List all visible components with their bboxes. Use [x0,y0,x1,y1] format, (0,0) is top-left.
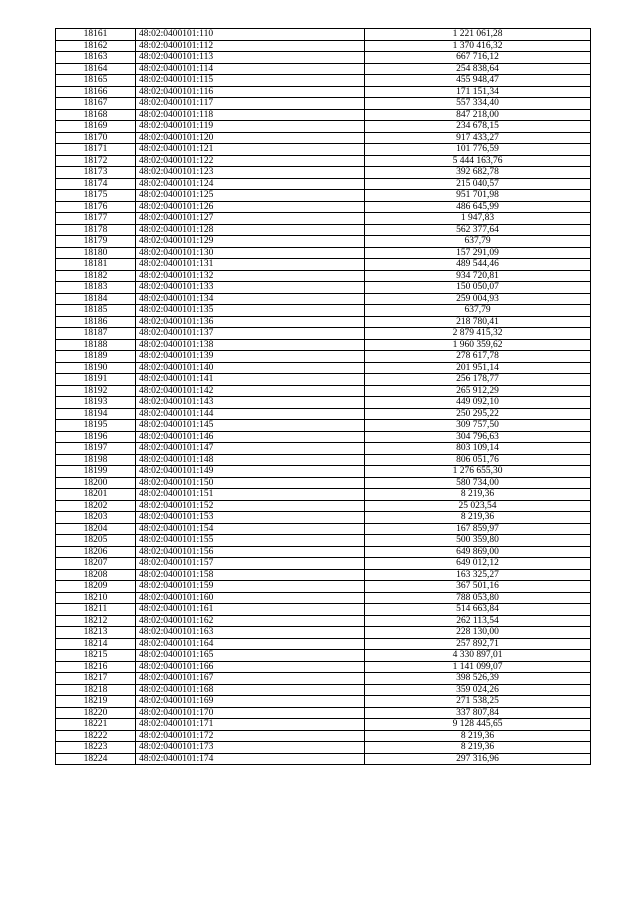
cadastral-value-cell: 637,79 [365,236,591,248]
cadastral-number-cell: 48:02:0400101:124 [136,178,365,190]
cadastral-number-cell: 48:02:0400101:149 [136,466,365,478]
cadastral-number-cell: 48:02:0400101:166 [136,661,365,673]
cadastral-value-cell: 500 359,80 [365,535,591,547]
cadastral-value-cell: 486 645,99 [365,201,591,213]
row-number-cell: 18209 [56,581,136,593]
cadastral-value-cell: 5 444 163,76 [365,155,591,167]
row-number-cell: 18174 [56,178,136,190]
table-row [56,431,591,443]
cadastral-number-cell: 48:02:0400101:129 [136,236,365,248]
table-row [56,592,591,604]
table-row [56,638,591,650]
table-row [56,684,591,696]
table-row [56,316,591,328]
row-number-cell: 18208 [56,569,136,581]
table-row [56,604,591,616]
cadastral-value-cell: 163 325,27 [365,569,591,581]
table-row [56,696,591,708]
table-row [56,213,591,225]
row-number-cell: 18199 [56,466,136,478]
row-number-cell: 18170 [56,132,136,144]
table-row [56,719,591,731]
table-row [56,270,591,282]
table-row [56,546,591,558]
row-number-cell: 18172 [56,155,136,167]
cadastral-number-cell: 48:02:0400101:174 [136,753,365,765]
row-number-cell: 18176 [56,201,136,213]
cadastral-number-cell: 48:02:0400101:161 [136,604,365,616]
row-number-cell: 18216 [56,661,136,673]
row-number-cell: 18186 [56,316,136,328]
row-number-cell: 18213 [56,627,136,639]
cadastral-value-cell: 788 053,80 [365,592,591,604]
row-number-cell: 18223 [56,742,136,754]
row-number-cell: 18222 [56,730,136,742]
cadastral-value-cell: 262 113,54 [365,615,591,627]
cadastral-number-cell: 48:02:0400101:157 [136,558,365,570]
cadastral-number-cell: 48:02:0400101:130 [136,247,365,259]
row-number-cell: 18211 [56,604,136,616]
table-row [56,52,591,64]
cadastral-value-cell: 171 151,34 [365,86,591,98]
table-row [56,673,591,685]
table-row [56,650,591,662]
cadastral-value-cell: 637,79 [365,305,591,317]
cadastral-value-cell: 1 370 416,32 [365,40,591,52]
cadastral-value-cell: 392 682,78 [365,167,591,179]
cadastral-value-cell: 449 092,10 [365,397,591,409]
table-row [56,293,591,305]
cadastral-number-cell: 48:02:0400101:165 [136,650,365,662]
table-row [56,86,591,98]
row-number-cell: 18179 [56,236,136,248]
table-row [56,339,591,351]
cadastral-value-cell: 398 526,39 [365,673,591,685]
cadastral-number-cell: 48:02:0400101:162 [136,615,365,627]
table-row [56,155,591,167]
table-row [56,500,591,512]
row-number-cell: 18192 [56,385,136,397]
table-row [56,374,591,386]
table-row [56,63,591,75]
cadastral-number-cell: 48:02:0400101:154 [136,523,365,535]
cadastral-value-cell: 167 859,97 [365,523,591,535]
cadastral-number-cell: 48:02:0400101:113 [136,52,365,64]
cadastral-value-cell: 667 716,12 [365,52,591,64]
table-row [56,121,591,133]
table-row [56,305,591,317]
cadastral-value-cell: 1 947,83 [365,213,591,225]
cadastral-value-cell: 259 004,93 [365,293,591,305]
cadastral-number-cell: 48:02:0400101:170 [136,707,365,719]
cadastral-value-cell: 201 951,14 [365,362,591,374]
table-row [56,397,591,409]
table-row [56,40,591,52]
row-number-cell: 18224 [56,753,136,765]
table-row [56,109,591,121]
row-number-cell: 18202 [56,500,136,512]
table-row [56,742,591,754]
cadastral-value-cell: 101 776,59 [365,144,591,156]
cadastral-value-cell: 257 892,71 [365,638,591,650]
cadastral-value-cell: 557 334,40 [365,98,591,110]
cadastral-value-cell: 8 219,36 [365,512,591,524]
cadastral-value-cell: 234 678,15 [365,121,591,133]
cadastral-number-cell: 48:02:0400101:145 [136,420,365,432]
cadastral-number-cell: 48:02:0400101:142 [136,385,365,397]
cadastral-value-cell: 4 330 897,01 [365,650,591,662]
table-row [56,408,591,420]
row-number-cell: 18200 [56,477,136,489]
cadastral-value-cell: 806 051,76 [365,454,591,466]
table-row [56,558,591,570]
row-number-cell: 18219 [56,696,136,708]
cadastral-number-cell: 48:02:0400101:158 [136,569,365,581]
cadastral-number-cell: 48:02:0400101:155 [136,535,365,547]
cadastral-number-cell: 48:02:0400101:123 [136,167,365,179]
cadastral-number-cell: 48:02:0400101:112 [136,40,365,52]
cadastral-number-cell: 48:02:0400101:125 [136,190,365,202]
cadastral-number-cell: 48:02:0400101:173 [136,742,365,754]
table-row [56,753,591,765]
cadastral-value-cell: 278 617,78 [365,351,591,363]
table-row [56,454,591,466]
cadastral-number-cell: 48:02:0400101:141 [136,374,365,386]
cadastral-number-cell: 48:02:0400101:114 [136,63,365,75]
row-number-cell: 18185 [56,305,136,317]
row-number-cell: 18215 [56,650,136,662]
cadastral-value-cell: 455 948,47 [365,75,591,87]
cadastral-value-cell: 337 807,84 [365,707,591,719]
row-number-cell: 18204 [56,523,136,535]
table-row [56,190,591,202]
cadastral-number-cell: 48:02:0400101:160 [136,592,365,604]
cadastral-number-cell: 48:02:0400101:163 [136,627,365,639]
table-row [56,489,591,501]
cadastral-number-cell: 48:02:0400101:133 [136,282,365,294]
cadastral-value-cell: 951 701,98 [365,190,591,202]
cadastral-value-cell: 297 316,96 [365,753,591,765]
row-number-cell: 18177 [56,213,136,225]
cadastral-value-cell: 2 879 415,32 [365,328,591,340]
table-row [56,466,591,478]
cadastral-number-cell: 48:02:0400101:143 [136,397,365,409]
cadastral-number-cell: 48:02:0400101:147 [136,443,365,455]
cadastral-value-cell: 489 544,46 [365,259,591,271]
row-number-cell: 18181 [56,259,136,271]
cadastral-number-cell: 48:02:0400101:137 [136,328,365,340]
cadastral-value-cell: 271 538,25 [365,696,591,708]
cadastral-number-cell: 48:02:0400101:135 [136,305,365,317]
cadastral-value-cell: 917 433,27 [365,132,591,144]
table-row [56,144,591,156]
cadastral-value-cell: 8 219,36 [365,489,591,501]
row-number-cell: 18178 [56,224,136,236]
cadastral-number-cell: 48:02:0400101:126 [136,201,365,213]
cadastral-value-cell: 1 221 061,28 [365,29,591,41]
cadastral-value-cell: 359 024,26 [365,684,591,696]
table-row [56,477,591,489]
table-row [56,178,591,190]
row-number-cell: 18168 [56,109,136,121]
cadastral-value-cell: 1 276 655,30 [365,466,591,478]
table-row [56,29,591,41]
table-row [56,247,591,259]
table-row [56,351,591,363]
table-body [56,29,591,765]
cadastral-value-cell: 649 012,12 [365,558,591,570]
row-number-cell: 18166 [56,86,136,98]
cadastral-number-cell: 48:02:0400101:168 [136,684,365,696]
table-row [56,661,591,673]
row-number-cell: 18191 [56,374,136,386]
row-number-cell: 18183 [56,282,136,294]
cadastral-number-cell: 48:02:0400101:139 [136,351,365,363]
cadastral-value-cell: 9 128 445,65 [365,719,591,731]
cadastral-value-cell: 649 869,00 [365,546,591,558]
row-number-cell: 18169 [56,121,136,133]
table-row [56,627,591,639]
cadastral-number-cell: 48:02:0400101:134 [136,293,365,305]
cadastral-value-cell: 228 130,00 [365,627,591,639]
row-number-cell: 18180 [56,247,136,259]
cadastral-number-cell: 48:02:0400101:171 [136,719,365,731]
cadastral-number-cell: 48:02:0400101:116 [136,86,365,98]
cadastral-value-cell: 150 050,07 [365,282,591,294]
cadastral-value-cell: 1 141 099,07 [365,661,591,673]
cadastral-number-cell: 48:02:0400101:118 [136,109,365,121]
row-number-cell: 18182 [56,270,136,282]
row-number-cell: 18198 [56,454,136,466]
cadastral-value-cell: 304 796,63 [365,431,591,443]
table-row [56,236,591,248]
table-row [56,523,591,535]
row-number-cell: 18165 [56,75,136,87]
table-row [56,328,591,340]
row-number-cell: 18184 [56,293,136,305]
row-number-cell: 18167 [56,98,136,110]
cadastral-number-cell: 48:02:0400101:172 [136,730,365,742]
cadastral-number-cell: 48:02:0400101:138 [136,339,365,351]
cadastral-number-cell: 48:02:0400101:128 [136,224,365,236]
cadastral-value-table [55,28,591,765]
table-row [56,443,591,455]
table-row [56,132,591,144]
cadastral-value-cell: 309 757,50 [365,420,591,432]
cadastral-value-cell: 218 780,41 [365,316,591,328]
cadastral-number-cell: 48:02:0400101:159 [136,581,365,593]
cadastral-value-cell: 8 219,36 [365,742,591,754]
cadastral-value-cell: 250 295,22 [365,408,591,420]
cadastral-number-cell: 48:02:0400101:169 [136,696,365,708]
row-number-cell: 18212 [56,615,136,627]
cadastral-number-cell: 48:02:0400101:117 [136,98,365,110]
cadastral-number-cell: 48:02:0400101:115 [136,75,365,87]
row-number-cell: 18164 [56,63,136,75]
table-row [56,385,591,397]
table-row [56,98,591,110]
cadastral-value-cell: 514 663,84 [365,604,591,616]
row-number-cell: 18203 [56,512,136,524]
cadastral-value-cell: 367 501,16 [365,581,591,593]
row-number-cell: 18189 [56,351,136,363]
cadastral-value-cell: 847 218,00 [365,109,591,121]
cadastral-value-cell: 8 219,36 [365,730,591,742]
table-row [56,707,591,719]
cadastral-number-cell: 48:02:0400101:131 [136,259,365,271]
cadastral-value-cell: 25 023,54 [365,500,591,512]
cadastral-number-cell: 48:02:0400101:144 [136,408,365,420]
table-row [56,535,591,547]
cadastral-value-cell: 265 912,29 [365,385,591,397]
row-number-cell: 18175 [56,190,136,202]
table-row [56,201,591,213]
cadastral-number-cell: 48:02:0400101:152 [136,500,365,512]
row-number-cell: 18195 [56,420,136,432]
table-row [56,569,591,581]
cadastral-number-cell: 48:02:0400101:121 [136,144,365,156]
cadastral-number-cell: 48:02:0400101:122 [136,155,365,167]
table-row [56,167,591,179]
row-number-cell: 18197 [56,443,136,455]
row-number-cell: 18207 [56,558,136,570]
table-row [56,581,591,593]
cadastral-number-cell: 48:02:0400101:127 [136,213,365,225]
row-number-cell: 18194 [56,408,136,420]
cadastral-number-cell: 48:02:0400101:148 [136,454,365,466]
row-number-cell: 18161 [56,29,136,41]
cadastral-value-cell: 803 109,14 [365,443,591,455]
cadastral-value-cell: 254 838,64 [365,63,591,75]
cadastral-number-cell: 48:02:0400101:150 [136,477,365,489]
row-number-cell: 18171 [56,144,136,156]
cadastral-number-cell: 48:02:0400101:156 [136,546,365,558]
row-number-cell: 18193 [56,397,136,409]
row-number-cell: 18188 [56,339,136,351]
table-row [56,730,591,742]
cadastral-value-cell: 580 734,00 [365,477,591,489]
row-number-cell: 18210 [56,592,136,604]
cadastral-number-cell: 48:02:0400101:167 [136,673,365,685]
cadastral-number-cell: 48:02:0400101:164 [136,638,365,650]
cadastral-number-cell: 48:02:0400101:120 [136,132,365,144]
row-number-cell: 18162 [56,40,136,52]
row-number-cell: 18206 [56,546,136,558]
cadastral-value-cell: 215 040,57 [365,178,591,190]
row-number-cell: 18217 [56,673,136,685]
cadastral-value-cell: 256 178,77 [365,374,591,386]
cadastral-number-cell: 48:02:0400101:110 [136,29,365,41]
table-row [56,259,591,271]
table-row [56,224,591,236]
cadastral-value-cell: 562 377,64 [365,224,591,236]
row-number-cell: 18221 [56,719,136,731]
table-row [56,282,591,294]
cadastral-value-cell: 157 291,09 [365,247,591,259]
cadastral-value-cell: 934 720,81 [365,270,591,282]
row-number-cell: 18196 [56,431,136,443]
row-number-cell: 18187 [56,328,136,340]
cadastral-value-cell: 1 960 359,62 [365,339,591,351]
table-row [56,615,591,627]
row-number-cell: 18173 [56,167,136,179]
row-number-cell: 18201 [56,489,136,501]
table-row [56,362,591,374]
cadastral-number-cell: 48:02:0400101:119 [136,121,365,133]
row-number-cell: 18190 [56,362,136,374]
table-row [56,75,591,87]
cadastral-number-cell: 48:02:0400101:151 [136,489,365,501]
cadastral-number-cell: 48:02:0400101:136 [136,316,365,328]
row-number-cell: 18163 [56,52,136,64]
row-number-cell: 18220 [56,707,136,719]
table-row [56,420,591,432]
row-number-cell: 18214 [56,638,136,650]
row-number-cell: 18218 [56,684,136,696]
table-row [56,512,591,524]
cadastral-number-cell: 48:02:0400101:132 [136,270,365,282]
row-number-cell: 18205 [56,535,136,547]
cadastral-number-cell: 48:02:0400101:146 [136,431,365,443]
cadastral-number-cell: 48:02:0400101:153 [136,512,365,524]
cadastral-number-cell: 48:02:0400101:140 [136,362,365,374]
